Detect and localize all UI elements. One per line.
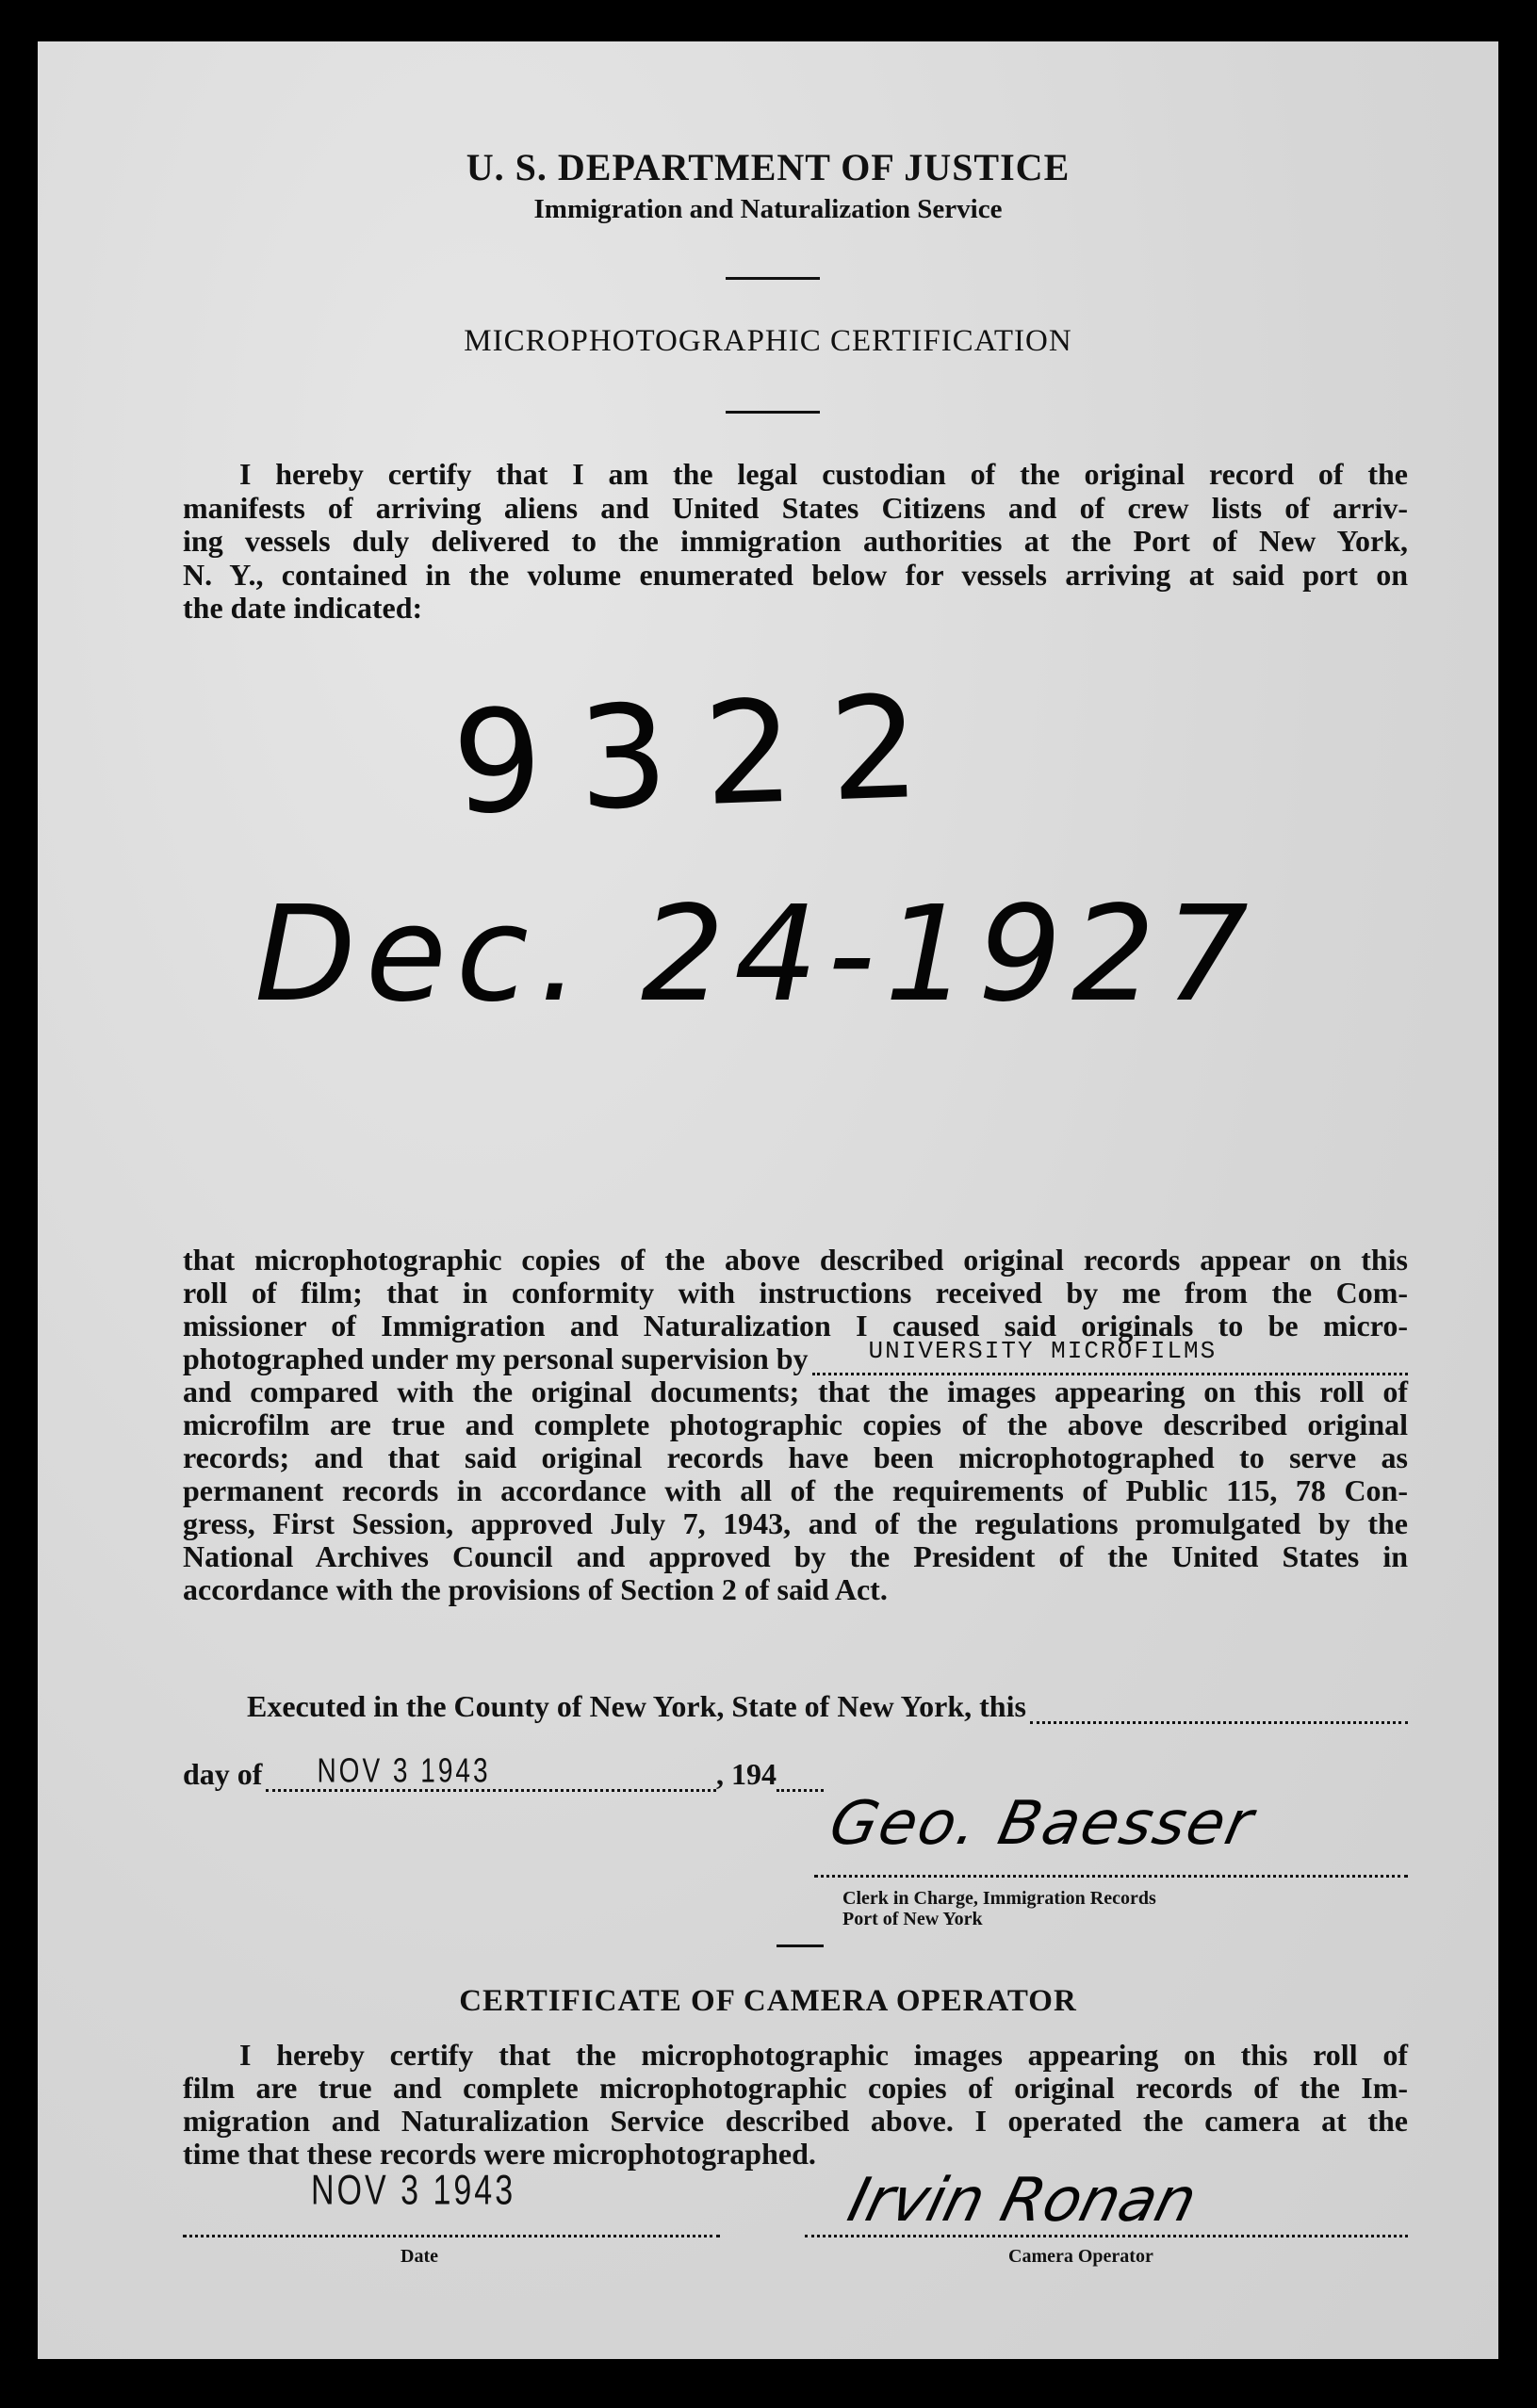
handwritten-arrival-date: Dec. 24-1927	[254, 878, 1258, 1032]
body-line: accordance with the provisions of Section 2 of said Act.	[183, 1572, 888, 1606]
section-divider	[777, 1944, 824, 1947]
executed-day-field	[1030, 1699, 1408, 1724]
certificate-sheet	[38, 41, 1498, 2359]
typed-supervisor: UNIVERSITY MICROFILMS	[868, 1337, 1218, 1365]
operator-signature: Irvin Ronan	[841, 2166, 1203, 2236]
clerk-title	[842, 1888, 1156, 1929]
executed-text: Executed in the County of New York, State of New York, this	[247, 1689, 1026, 1723]
certification-title: MICROPHOTOGRAPHIC CERTIFICATION	[464, 324, 1072, 358]
camera-date-stamp: NOV 3 1943	[311, 2167, 516, 2214]
intro-line: ing vessels duly delivered to the immigration authorities at the Port of New York,	[183, 524, 1408, 558]
camera-operator-label: Camera Operator	[1008, 2246, 1153, 2267]
department-heading: U. S. DEPARTMENT OF JUSTICE	[466, 146, 1071, 188]
supervisor-field	[812, 1337, 1408, 1375]
date-stamp: NOV 3 1943	[317, 1750, 491, 1789]
body-line: gress, First Session, approved July 7, 1943, and of the regulations promulgated by the	[183, 1506, 1408, 1540]
camera-date-label: Date	[401, 2246, 438, 2267]
body-line: roll of film; that in conformity with instructions received by me from the Com-	[183, 1276, 1408, 1310]
body-line: microfilm are true and complete photographic copies of the above described original	[183, 1407, 1408, 1441]
day-of-field	[266, 1750, 716, 1792]
camera-line: I hereby certify that the microphotographic images appearing on this roll of	[239, 2038, 1408, 2072]
intro-paragraph	[183, 458, 1408, 626]
intro-line: manifests of arriving aliens and United States Citizens and of crew lists of arriv-	[183, 490, 1408, 525]
intro-line: the date indicated:	[183, 591, 423, 625]
supervision-line	[183, 1337, 1408, 1375]
intro-line: I hereby certify that I am the legal custodian of the original record of the	[239, 457, 1408, 491]
handwritten-volume-number: 9322	[450, 664, 958, 847]
camera-certificate-paragraph	[183, 2039, 1408, 2171]
service-subheading: Immigration and Naturalization Service	[533, 194, 1003, 224]
body-line: and compared with the original documents; that the images appearing on this roll of	[183, 1375, 1408, 1408]
body-paragraph	[183, 1244, 1408, 1606]
operator-signature-line	[805, 2233, 1408, 2237]
year-field	[777, 1766, 824, 1792]
body-line: missioner of Immigration and Naturalization I caused said originals to be micro-	[183, 1309, 1408, 1342]
executed-line	[247, 1690, 1408, 1724]
camera-date-line	[183, 2233, 720, 2237]
day-of-line	[183, 1750, 824, 1792]
body-line: photographed under my personal supervision by	[183, 1342, 809, 1375]
day-of-label: day of	[183, 1757, 263, 1791]
intro-line: N. Y., contained in the volume enumerated below for vessels arriving at said port on	[183, 557, 1408, 592]
clerk-title-line: Clerk in Charge, Immigration Records	[842, 1888, 1156, 1909]
camera-line: time that these records were microphotographed.	[183, 2137, 816, 2171]
body-line: that microphotographic copies of the above described original records appear on this	[183, 1243, 1408, 1277]
clerk-signature-line	[814, 1873, 1408, 1878]
clerk-title-line: Port of New York	[842, 1909, 983, 1929]
body-line: National Archives Council and approved by the President of the United States in	[183, 1539, 1408, 1573]
camera-line: film are true and complete microphotographic copies of original records of the Im-	[183, 2071, 1408, 2105]
camera-certificate-title: CERTIFICATE OF CAMERA OPERATOR	[459, 1984, 1077, 2018]
title-divider	[726, 411, 820, 414]
clerk-signature: Geo. Baesser	[824, 1789, 1261, 1859]
header-divider	[726, 277, 820, 280]
body-line: permanent records in accordance with all of the requirements of Public 115, 78 Con-	[183, 1473, 1408, 1507]
year-prefix: , 194	[716, 1757, 777, 1791]
camera-line: migration and Naturalization Service described above. I operated the camera at the	[183, 2104, 1408, 2138]
body-line: records; and that said original records have been microphotographed to serve as	[183, 1440, 1408, 1474]
